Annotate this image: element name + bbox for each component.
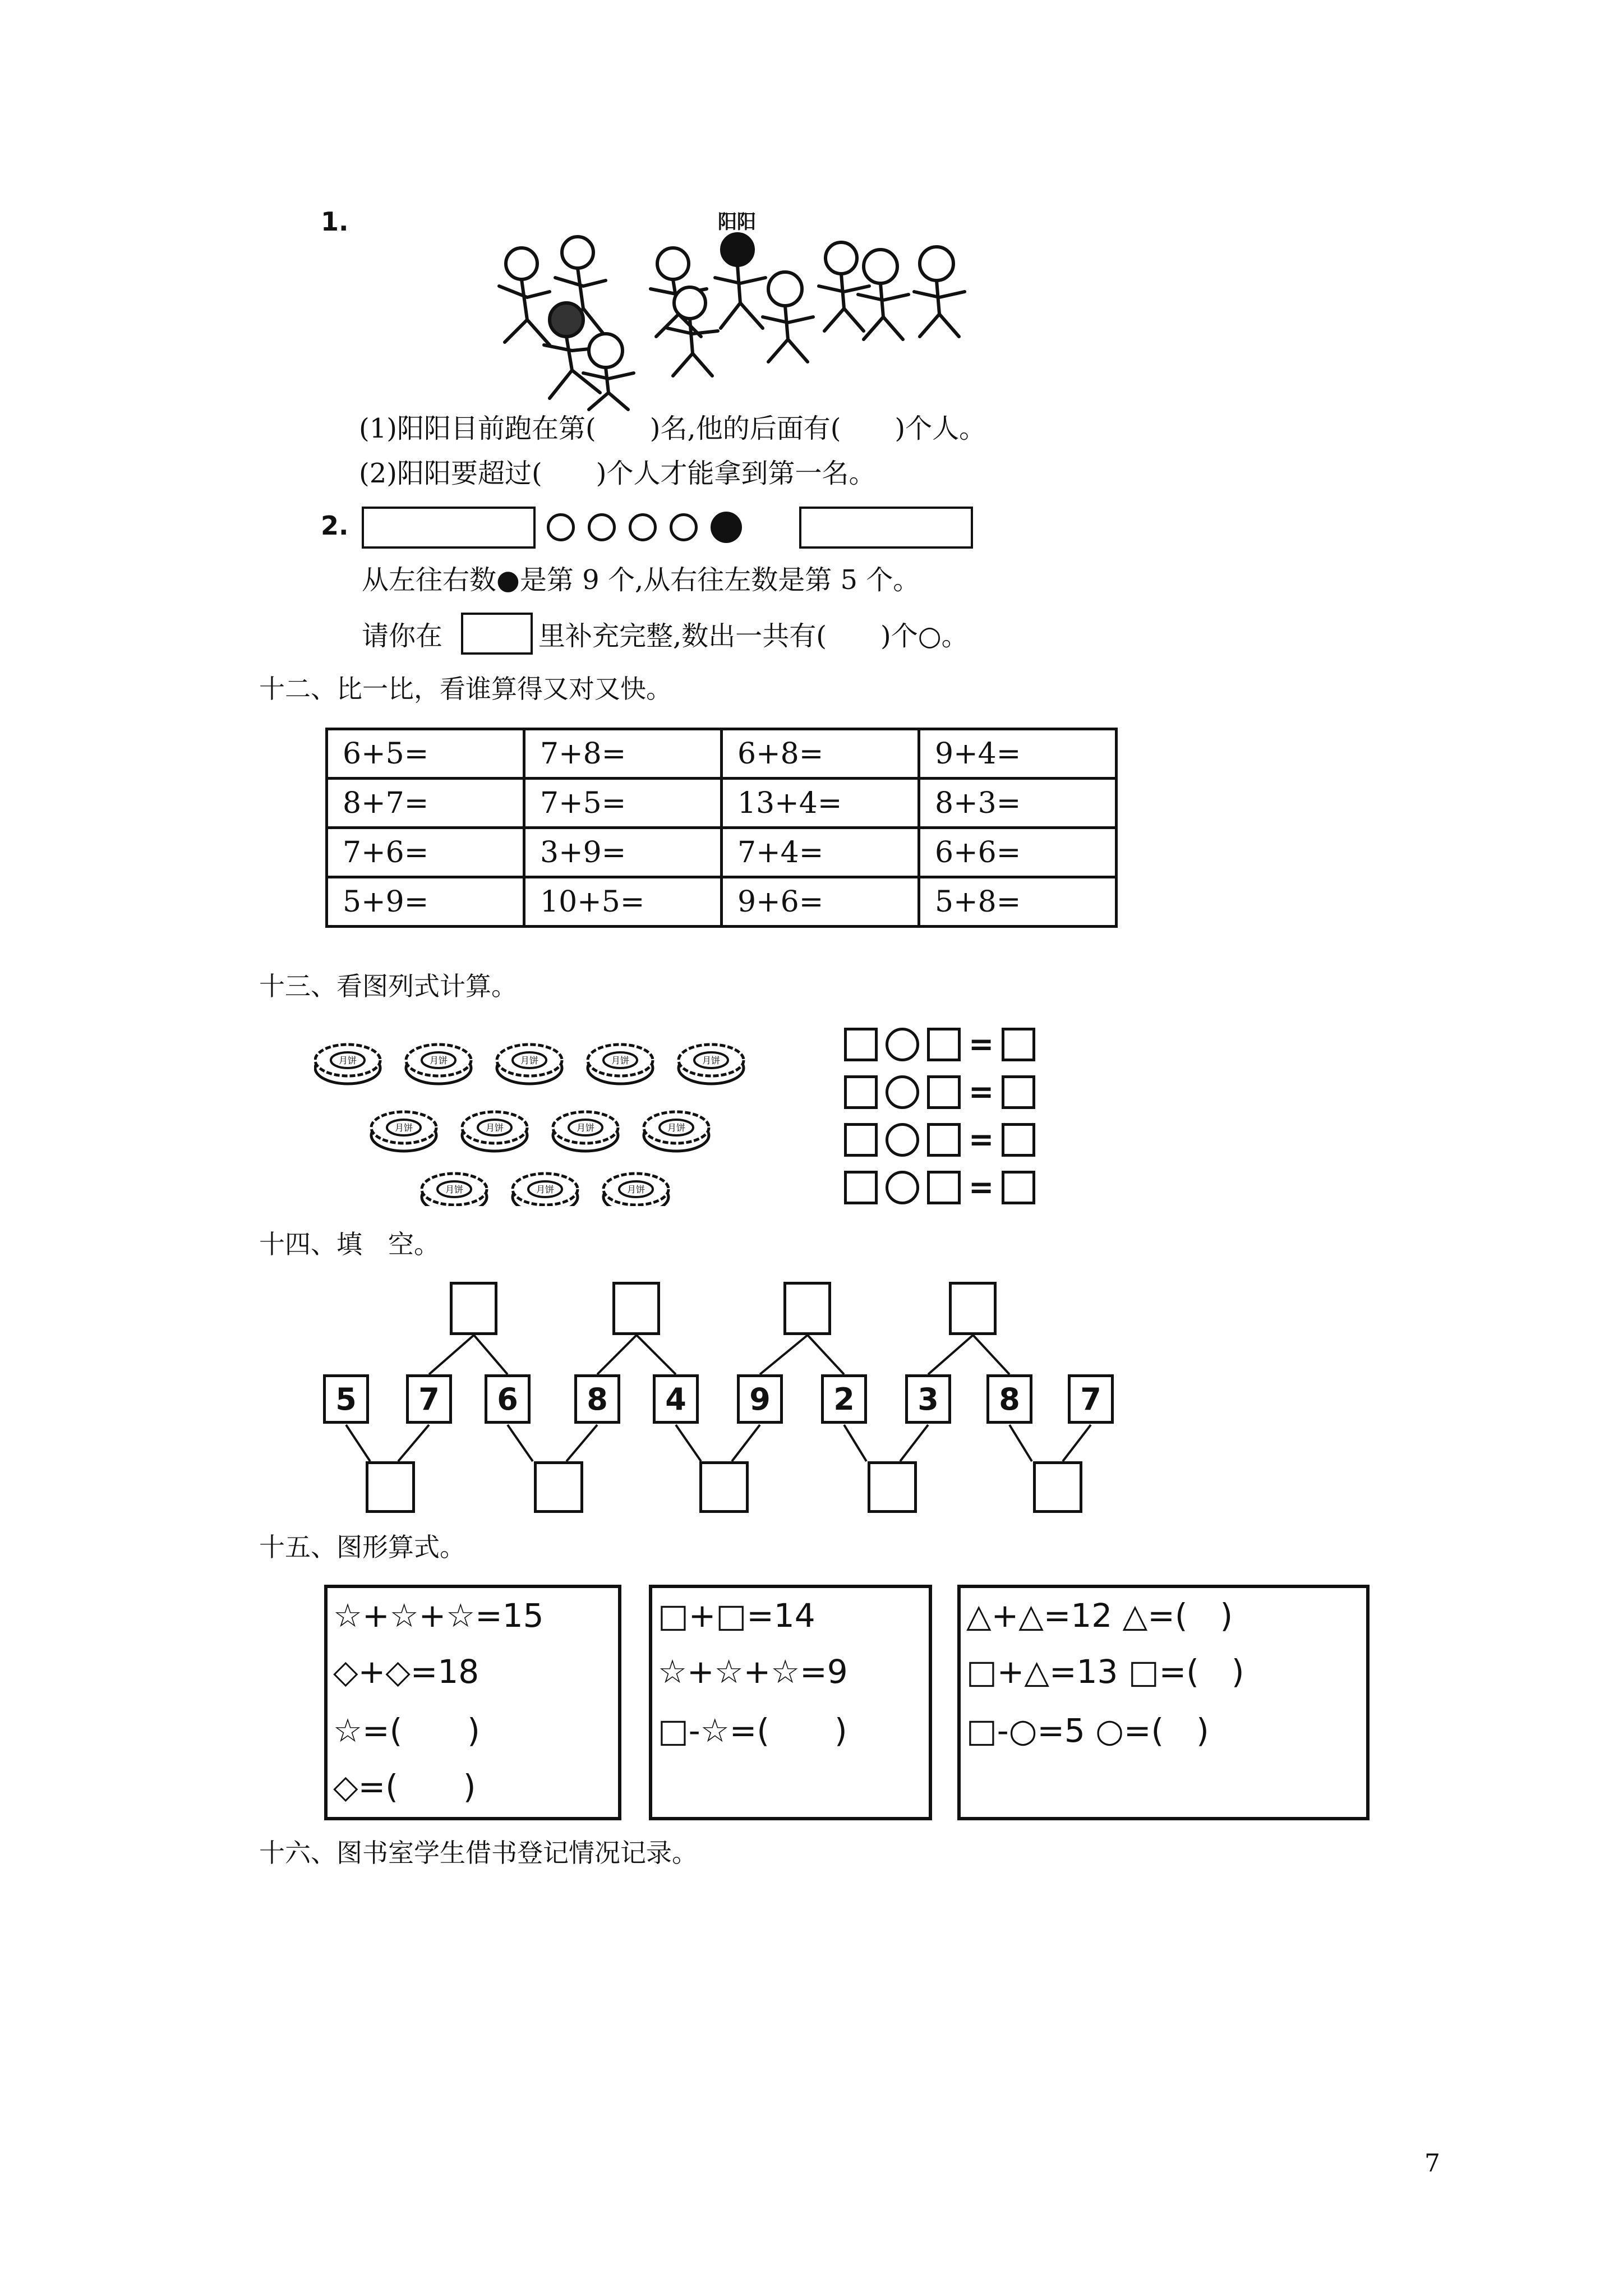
shape-puzzle-box-3 [957, 1585, 1370, 1820]
table-row [327, 828, 1117, 877]
mooncake-label: 月饼 [576, 1122, 595, 1133]
page-number: 7 [1424, 2149, 1440, 2178]
mooncake [315, 1045, 380, 1084]
mooncake [497, 1045, 562, 1084]
operator-circle[interactable] [886, 1123, 919, 1157]
equation-row [844, 1074, 1035, 1110]
table-cell: 7+6= [327, 828, 524, 877]
q1-picture-label: 阳阳 [718, 211, 756, 233]
puzzle-line: ◇+◇=18 [333, 1653, 479, 1691]
number-box: 4 [653, 1374, 699, 1424]
runner-yangyang [715, 234, 766, 328]
table-cell: 7+5= [524, 779, 722, 828]
calc-table [325, 728, 1118, 928]
table-cell: 9+6= [722, 877, 919, 927]
puzzle-line: ☆=( ) [333, 1711, 480, 1750]
table-cell: 6+5= [327, 729, 524, 779]
tree-bottom-box[interactable] [868, 1461, 917, 1513]
hollow-circle [588, 513, 616, 541]
table-cell: 8+3= [919, 779, 1117, 828]
table-row [327, 779, 1117, 828]
shape-puzzle-box-2 [649, 1585, 932, 1820]
mooncake-label: 月饼 [536, 1184, 555, 1195]
section-13-heading: 十三、看图列式计算。 [259, 971, 517, 1001]
tree-top-box[interactable] [612, 1282, 660, 1335]
mooncake [462, 1112, 527, 1151]
operator-circle[interactable] [886, 1075, 919, 1109]
mooncake-label: 月饼 [338, 1055, 357, 1066]
answer-box[interactable] [1002, 1171, 1035, 1204]
mooncake-label: 月饼 [667, 1122, 686, 1133]
mooncake-label: 月饼 [394, 1122, 413, 1133]
table-cell: 7+8= [524, 729, 722, 779]
puzzle-line: □-○=5 ○=( ) [966, 1711, 1209, 1750]
table-cell: 9+4= [919, 729, 1117, 779]
tree-top-box[interactable] [949, 1282, 997, 1335]
puzzle-line: □+□=14 [658, 1596, 815, 1635]
number-box: 8 [986, 1374, 1032, 1424]
answer-box[interactable] [927, 1171, 961, 1204]
puzzle-line: □+△=13 □=( ) [966, 1653, 1244, 1691]
table-cell: 8+7= [327, 779, 524, 828]
puzzle-line: ◇=( ) [333, 1768, 476, 1806]
runner-10 [914, 247, 965, 337]
table-row [327, 729, 1117, 779]
table-cell: 5+9= [327, 877, 524, 927]
mooncake [371, 1112, 436, 1151]
operator-circle[interactable] [886, 1171, 919, 1204]
mooncake-label: 月饼 [429, 1055, 448, 1066]
running-children-illustration [488, 224, 993, 415]
q2-question-2a: 请你在 [362, 620, 443, 652]
q2-question-2b: 里补充完整,数出一共有( )个○。 [538, 620, 969, 652]
answer-box[interactable] [1002, 1028, 1035, 1061]
table-cell: 7+4= [722, 828, 919, 877]
equation-row [844, 1122, 1035, 1157]
equals-sign: = [969, 1074, 994, 1110]
section-15-heading: 十五、图形算式。 [259, 1532, 465, 1562]
mooncake-label: 月饼 [520, 1055, 539, 1066]
q2-left-blank-box[interactable] [362, 507, 536, 549]
mooncake-label: 月饼 [445, 1184, 464, 1195]
runner-8 [819, 242, 869, 331]
number-box: 6 [485, 1374, 531, 1424]
number-box: 2 [821, 1374, 867, 1424]
number-box: 8 [574, 1374, 620, 1424]
equals-sign: = [969, 1027, 994, 1062]
mooncake [588, 1045, 653, 1084]
table-cell: 6+8= [722, 729, 919, 779]
q1-question-1: (1)阳阳目前跑在第( )名,他的后面有( )个人。 [359, 413, 986, 444]
equation-grid [844, 1027, 1035, 1205]
answer-box[interactable] [927, 1123, 961, 1157]
puzzle-line: ☆+☆+☆=9 [658, 1653, 848, 1691]
equals-sign: = [969, 1122, 994, 1157]
table-cell: 10+5= [524, 877, 722, 927]
runner-4 [583, 334, 634, 409]
runner-7 [763, 272, 813, 362]
mooncake-label: 月饼 [626, 1184, 645, 1195]
q1-number: 1. [321, 206, 349, 237]
puzzle-line: △+△=12 △=( ) [966, 1596, 1233, 1635]
hollow-circle [547, 513, 575, 541]
hollow-circle [629, 513, 657, 541]
q2-circle-row [547, 512, 742, 543]
q2-right-blank-box[interactable] [799, 507, 973, 549]
tree-bottom-box[interactable] [366, 1461, 415, 1513]
tree-bottom-box[interactable] [699, 1461, 749, 1513]
equation-row [844, 1170, 1035, 1205]
equals-sign: = [969, 1170, 994, 1205]
tree-top-box[interactable] [450, 1282, 497, 1335]
q2-question-1: 从左往右数●是第 9 个,从右往左数是第 5 个。 [362, 564, 920, 596]
section-12-heading: 十二、比一比，看谁算得又对又快。 [259, 674, 672, 704]
mooncake-label: 月饼 [702, 1055, 721, 1066]
q2-inline-box [461, 613, 533, 655]
operator-circle[interactable] [886, 1028, 919, 1061]
table-cell: 13+4= [722, 779, 919, 828]
number-box: 3 [905, 1374, 951, 1424]
number-box: 7 [406, 1374, 452, 1424]
mooncake-label: 月饼 [485, 1122, 504, 1133]
answer-box[interactable] [844, 1123, 878, 1157]
mooncake-illustration [314, 1021, 763, 1206]
mooncake [603, 1174, 668, 1206]
mooncake [553, 1112, 618, 1151]
hollow-circle [670, 513, 698, 541]
tree-top-box[interactable] [783, 1282, 831, 1335]
mooncake [422, 1174, 487, 1206]
mooncake [406, 1045, 471, 1084]
number-box: 7 [1068, 1374, 1114, 1424]
shape-puzzle-box-1 [324, 1585, 621, 1820]
table-cell: 3+9= [524, 828, 722, 877]
mooncake [644, 1112, 709, 1151]
answer-box[interactable] [844, 1075, 878, 1109]
filled-circle [711, 512, 742, 543]
answer-box[interactable] [1002, 1123, 1035, 1157]
section-14-heading: 十四、填 空。 [259, 1229, 440, 1259]
answer-box[interactable] [844, 1028, 878, 1061]
answer-box[interactable] [927, 1075, 961, 1109]
answer-box[interactable] [1002, 1075, 1035, 1109]
answer-box[interactable] [927, 1028, 961, 1061]
table-cell: 6+6= [919, 828, 1117, 877]
mooncake-label: 月饼 [611, 1055, 630, 1066]
answer-box[interactable] [844, 1171, 878, 1204]
runner-6 [667, 287, 718, 376]
puzzle-line: ☆+☆+☆=15 [333, 1596, 544, 1635]
table-row [327, 877, 1117, 927]
equation-row [844, 1027, 1035, 1062]
runner-9 [858, 250, 909, 339]
mooncake [513, 1174, 578, 1206]
tree-bottom-box[interactable] [534, 1461, 583, 1513]
tree-bottom-box[interactable] [1033, 1461, 1082, 1513]
section-16-heading: 十六、图书室学生借书登记情况记录。 [259, 1838, 698, 1868]
mooncake [679, 1045, 744, 1084]
number-box: 9 [737, 1374, 783, 1424]
table-cell: 5+8= [919, 877, 1117, 927]
q2-number: 2. [321, 510, 349, 541]
runner-1 [499, 248, 550, 345]
q1-question-2: (2)阳阳要超过( )个人才能拿到第一名。 [359, 458, 876, 489]
number-box: 5 [323, 1374, 369, 1424]
puzzle-line: □-☆=( ) [658, 1711, 847, 1750]
